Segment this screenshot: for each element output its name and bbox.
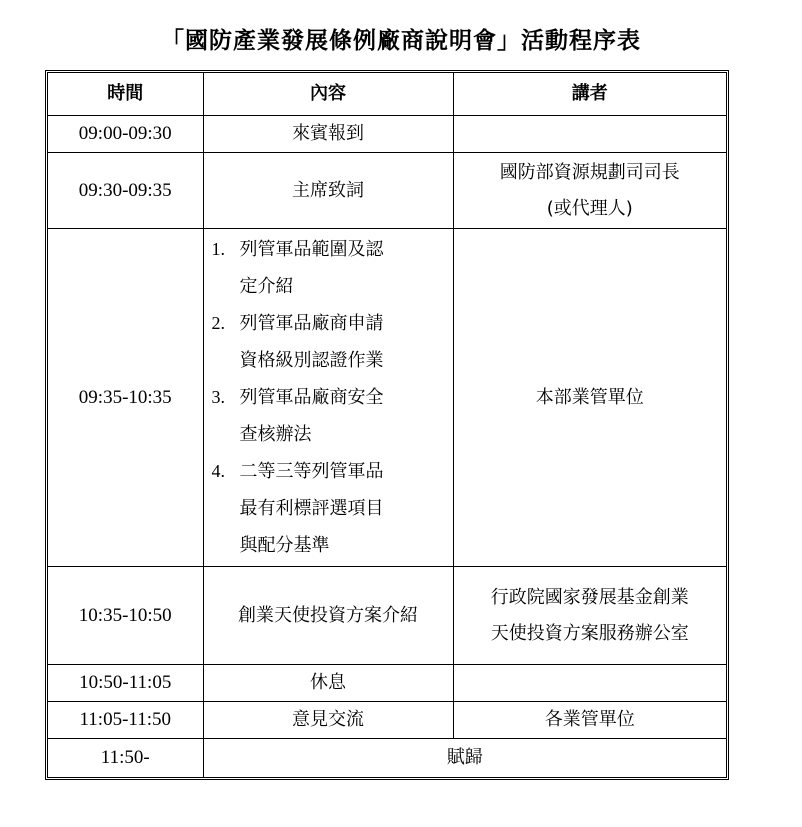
table-row	[48, 739, 726, 777]
agenda-list	[204, 229, 453, 566]
agenda-number: 3.	[211, 387, 225, 407]
speaker-cell	[453, 567, 726, 665]
agenda-line: 定介紹	[239, 276, 294, 297]
table-row	[48, 153, 726, 229]
agenda-line: 列管軍品廠商申請	[239, 313, 384, 334]
table-row	[48, 665, 726, 702]
speaker-line: 天使投資方案服務辦公室	[490, 622, 689, 644]
agenda-text	[240, 453, 447, 564]
speaker-line: (或代理人)	[546, 197, 633, 219]
agenda-item	[212, 453, 447, 564]
content-cell: 賦歸	[203, 739, 726, 777]
agenda-line: 資格級別認證作業	[239, 350, 384, 371]
time-cell: 11:50-	[48, 739, 203, 777]
content-cell: 休息	[203, 665, 453, 702]
agenda-item	[212, 231, 447, 305]
content-cell: 來賓報到	[203, 116, 453, 153]
speaker-cell	[453, 116, 726, 153]
table-row	[48, 567, 726, 665]
header-content: 內容	[203, 73, 453, 116]
speaker-cell	[453, 665, 726, 702]
time-cell: 09:35-10:35	[48, 229, 203, 567]
agenda-number: 1.	[211, 239, 225, 259]
speaker-line: 行政院國家發展基金創業	[490, 586, 689, 608]
content-cell: 創業天使投資方案介紹	[203, 567, 453, 665]
agenda-text	[240, 231, 447, 305]
header-time: 時間	[48, 73, 203, 116]
table-row	[48, 229, 726, 567]
agenda-number: 2.	[211, 313, 225, 333]
speaker-cell	[453, 153, 726, 229]
content-cell: 主席致詞	[203, 153, 453, 229]
page-title: 「國防產業發展條例廠商說明會」活動程序表	[161, 28, 641, 54]
agenda-line: 查核辦法	[239, 424, 312, 445]
header-speaker: 講者	[453, 73, 726, 116]
agenda-line: 列管軍品廠商安全	[239, 387, 384, 408]
agenda-line: 二等三等列管軍品	[239, 461, 384, 482]
time-cell: 09:30-09:35	[48, 153, 203, 229]
speaker-line: 國防部資源規劃司司長	[499, 161, 680, 183]
time-cell: 09:00-09:30	[48, 116, 203, 153]
table-row	[48, 702, 726, 739]
time-cell: 11:05-11:50	[48, 702, 203, 739]
table-header-row	[48, 73, 726, 116]
agenda-text	[240, 379, 447, 453]
table-row	[48, 116, 726, 153]
agenda-item	[212, 379, 447, 453]
time-cell: 10:35-10:50	[48, 567, 203, 665]
time-cell: 10:50-11:05	[48, 665, 203, 702]
schedule-table-frame	[45, 70, 729, 780]
agenda-line: 與配分基準	[239, 535, 330, 556]
agenda-line: 最有利標評選項目	[239, 498, 384, 519]
content-cell: 意見交流	[203, 702, 453, 739]
agenda-item	[212, 305, 447, 379]
agenda-text	[240, 305, 447, 379]
content-cell	[203, 229, 453, 567]
agenda-line: 列管軍品範圍及認	[239, 239, 384, 260]
speaker-cell: 本部業管單位	[453, 229, 726, 567]
agenda-number: 4.	[211, 461, 225, 481]
schedule-table	[48, 73, 726, 777]
speaker-cell: 各業管單位	[453, 702, 726, 739]
